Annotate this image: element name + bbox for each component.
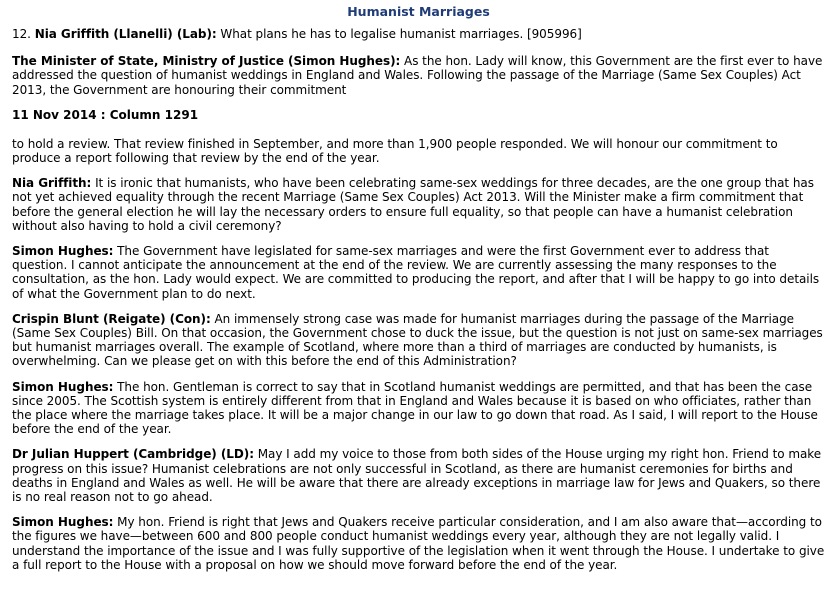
exchange-text: The Government have legislated for same-sex marriages and were the first Government ever to address that question. I cannot anticipate the announcement at the end of the review. We are currently assessing the many responses to the consultation, as the hon. Lady would expect. We are committed to producing the report, and after that I will be happy to go into details of what the Government plan to do next. [12, 244, 820, 301]
exchange-text: May I add my voice to those from both sides of the House urging my right hon. Friend to make progress on this issue? Humanist celebrations are not only successful in Scotland, as there are humanist ceremonies for births and deaths in England and Wales as well. He will be aware that there are already exceptions in marriage law for Jews and Quakers, so there is no real reason not to go ahead. [12, 447, 822, 505]
exchange-paragraph [12, 380, 825, 437]
exchange-speaker: Simon Hughes: [12, 244, 114, 259]
exchange-paragraph [12, 244, 825, 301]
answer-continuation: to hold a review. That review finished in September, and more than 1,900 people responded. We will honour our commitment to produce a report following that review by the end of the year. [12, 136, 778, 166]
answer-text: As the hon. Lady will know, this Government are the first ever to have addressed the question of humanist weddings in England and Wales. Following the passage of the Marriage (Same Sex Couples) Act 2013, the Government are honouring their commitment [12, 54, 823, 97]
answer-speaker: The Minister of State, Ministry of Justice (Simon Hughes): [12, 54, 401, 69]
exchange-paragraph [12, 176, 825, 233]
exchange-speaker: Simon Hughes: [12, 515, 114, 530]
question-text: What plans he has to legalise humanist marriages. [905996] [220, 27, 582, 41]
exchange-paragraph [12, 447, 825, 504]
exchange-speaker: Nia Griffith: [12, 176, 92, 191]
exchange-text: My hon. Friend is right that Jews and Quakers receive particular consideration, and I am also aware that—according to the figures we have—between 600 and 800 people conduct humanist weddings every year, although they are not legally valid. I understand the importance of the issue and I was fully supportive of the legislation when it went through the House. I undertake to give a full report to the House with a proposal on how we should move forward before the end of the year. [12, 515, 825, 572]
answer-paragraph [12, 54, 825, 97]
exchange-speaker: Simon Hughes: [12, 379, 114, 394]
exchange-text: It is ironic that humanists, who have been celebrating same-sex weddings for three decades, are the one group that has not yet achieved equality through the recent Marriage (Same Sex Couples) Act 2013. Will the Minister make a firm commitment that before the general election he will lay the necessary orders to ensure full equality, so that people can have a humanist celebration without also having to hold a civil ceremony? [12, 176, 814, 233]
question-paragraph [12, 27, 825, 41]
exchange-speaker: Crispin Blunt (Reigate) (Con): [12, 311, 211, 326]
question-number: 12. [12, 27, 31, 41]
exchange-paragraph [12, 515, 825, 572]
exchange-speaker: Dr Julian Huppert (Cambridge) (LD): [12, 447, 254, 462]
exchange-text: An immensely strong case was made for humanist marriages during the passage of the Marriage (Same Sex Couples) Bill. On that occasion, the Government chose to duck the issue, but the question is not just on same-sex marriages but humanist marriages overall. The example of Scotland, where more than a third of marriages are conducted by humanists, is overwhelming. Can we please get on with this before the end of this Administration? [12, 311, 823, 369]
question-speaker: Nia Griffith (Llanelli) (Lab): [34, 27, 217, 41]
column-reference: 11 Nov 2014 : Column 1291 [12, 107, 199, 122]
exchange-text: The hon. Gentleman is correct to say that in Scotland humanist weddings are permitted, and that has been the case since 2005. The Scottish system is entirely different from that in England and Wales because it is based on who officiates, rather than the place where the marriage takes place. It will be a major change in our law to go down that road. As I said, I will report to the House before the end of the year. [12, 379, 818, 437]
page-title: Humanist Marriages [347, 4, 490, 19]
exchange-paragraph [12, 312, 825, 369]
